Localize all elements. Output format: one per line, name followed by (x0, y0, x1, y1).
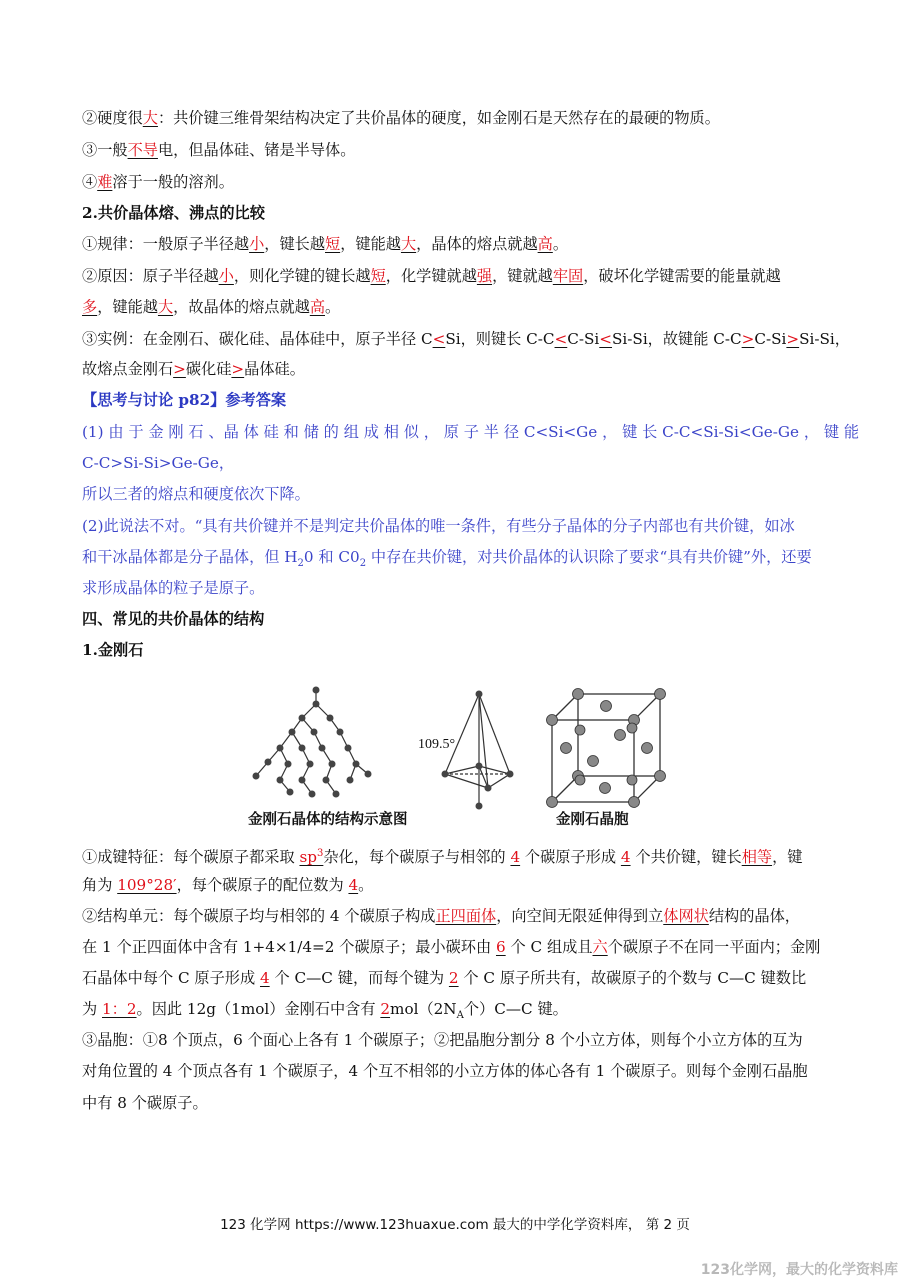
section-heading-structures: 四、常见的共价晶体的结构 (82, 610, 265, 628)
answer-1-line-1: (1) 由 于 金 刚 石 、晶 体 硅 和 储 的 组 成 相 似 ， 原 子 半 径 C<Si<Ge ， 键 长 C-C<Si-Si<Ge-Ge ， 键 能 (82, 423, 860, 441)
para-cell-1: ③晶胞：①8 个顶点，6 个面心上各有 1 个碳原子；②把晶胞分割分 8 个小立方体，则每个小立方体的互为 (82, 1031, 803, 1049)
page-footer: 123 化学网 https://www.123huaxue.com 最大的中学化学资料库， 第 2 页 (220, 1217, 690, 1233)
think-discuss-heading: 【思考与讨论 p82】参考答案 (82, 391, 287, 409)
para-solubility: ④难溶于一般的溶剂。 (82, 173, 234, 191)
answer-2-line-1: (2)此说法不对。“具有共价键并不是判定共价晶体的唯一条件，有些分子晶体的分子内部也有共价键，如冰 (82, 517, 795, 535)
answer-2-line-2: 和干冰晶体都是分子晶体，但 $H_20$ 和 $C0_2$ 中存在共价键，对共价晶体的认识除了要求“具有共价键”外，还要 (82, 548, 812, 570)
subsection-heading-diamond: 1.金刚石 (82, 641, 144, 659)
bond-angle-label: 109.5° (418, 737, 456, 752)
para-unit-2: 在 1 个正四面体中含有 1+4×1/4=2 个碳原子；最小碳环由 6 个 C 组成且六个碳原子不在同一平面内；金刚 (82, 938, 821, 956)
section-heading-melting: 2.共价晶体熔、沸点的比较 (82, 204, 265, 222)
para-unit-4: 为 1：2。因此 12g（1mol）金刚石中含有 $2mol(2N_A$个）C—C 键。 (82, 1000, 568, 1022)
figure-caption-unit-cell: 金刚石晶胞 (556, 812, 629, 828)
para-example-2: 故熔点金刚石>碳化硅>晶体硅。 (82, 360, 305, 378)
para-bonding-2: 角为 109°28′，每个碳原子的配位数为 4。 (82, 876, 374, 894)
answer-1-line-2: C-C>Si-Si>Ge-Ge， (82, 454, 235, 472)
para-bonding-1: ①成键特征：每个碳原子都采取 $sp^3$杂化，每个碳原子与相邻的 4 个碳原子形成 4 个共价键，键长相等，键 (82, 848, 803, 867)
para-unit-3: 石晶体中每个 C 原子形成 4 个 C—C 键，而每个键为 2 个 C 原子所共有，故碳原子的个数与 C—C 键数比 (82, 969, 807, 987)
answer-2-line-3: 求形成晶体的粒子是原子。 (82, 579, 265, 597)
watermark: 123化学网，最大的化学资料库 (700, 1262, 898, 1278)
para-unit-1: ②结构单元：每个碳原子均与相邻的 4 个碳原子构成正四面体，向空间无限延伸得到立体网状结构的晶体， (82, 907, 800, 925)
para-reason-1: ②原因：原子半径越小，则化学键的键长越短，化学键就越强，键就越牢固，破坏化学键需要的能量就越 (82, 267, 781, 285)
para-rule: ①规律：一般原子半径越小，键长越短，键能越大，晶体的熔点就越高。 (82, 235, 568, 253)
diamond-network-atoms (253, 687, 372, 798)
para-hardness: ②硬度很大：共价键三维骨架结构决定了共价晶体的硬度，如金刚石是天然存在的最硬的物质。 (82, 109, 720, 127)
para-reason-2: 多，键能越大，故晶体的熔点就越高。 (82, 298, 341, 316)
para-cell-2: 对角位置的 4 个顶点各有 1 个碳原子，4 个互不相邻的小立方体的体心各有 1 个碳原子。则每个金刚石晶胞 (82, 1062, 808, 1080)
para-cell-3: 中有 8 个碳原子。 (82, 1094, 208, 1112)
figure-caption-structure: 金刚石晶体的结构示意图 (248, 812, 408, 828)
para-conductivity: ③一般不导电，但晶体硅、锗是半导体。 (82, 141, 356, 159)
answer-1-line-3: 所以三者的熔点和硬度依次下降。 (82, 485, 310, 503)
para-example-1: ③实例：在金刚石、碳化硅、晶体硅中，原子半径 C<Si，则键长 C-C<C-Si<Si-Si，故键能 C-C>C-Si>Si-Si， (82, 330, 850, 348)
